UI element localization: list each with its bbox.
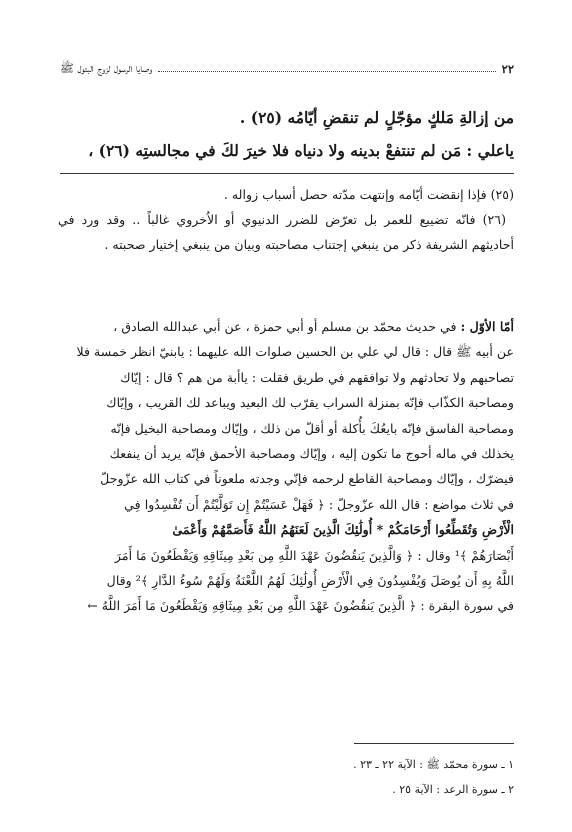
commentary-notes bbox=[58, 182, 514, 258]
page-number: ٢٢ bbox=[501, 62, 514, 76]
main-line-1: من إزالةِ مَلكٍ مؤجّلٍ لم تنقضِ أيّامُه (٢٥) . bbox=[239, 108, 514, 127]
footnotes bbox=[58, 752, 514, 802]
body-line-10: أَبْصَارَهُمْ ﴾¹ وقال : ﴿ وَالَّذِينَ يَنقُضُونَ عَهْدَ اللَّهِ مِن بَعْدِ مِيثَاقِهِ وَيَقْطَعُونَ مَا أَمَرَ bbox=[114, 547, 514, 563]
body-line-1: في حديث محمّد بن مسلم أو أبي حمزة ، عن أبي عبدالله الصادق ، bbox=[113, 319, 457, 334]
body-line-11: اللَّهُ بِهِ أَن يُوصَلَ وَيُفْسِدُونَ فِي الْأَرْضِ أُولَٰئِكَ لَهُمُ اللَّعْنَةُ وَلَهُمْ سُوءُ الدَّارِ ﴾² وقال bbox=[106, 573, 514, 589]
note-25: (٢٥) فإذا إنقضت أيّامه وإنتهت مدّته حصل أسباب زواله . bbox=[223, 187, 514, 202]
body-line-3: تصاحبهم ولا تحادثهم ولا توافقهم في طريق فقلت : ياأبة من هم ؟ قال : إيّاك bbox=[120, 369, 514, 385]
note-26: (٢٦) فانّه تضييع للعمر بل تعرّض للضرر الدنيوي أو الاُخروي غالباً .. وقد ورد في أحاديثهم الشريفة ذكر من ينبغي إجتناب مصاحبته وبيان من ينبغي إختيار صحبته . bbox=[58, 212, 514, 253]
body-line-5: ومصاحبة الفاسق فإنّه بايعُكَ بأُكلة أو أقلّ من ذلك ، وإيّاك ومصاحبة البخيل فإنّه bbox=[110, 420, 514, 436]
body-text bbox=[58, 314, 514, 619]
section-divider bbox=[60, 173, 514, 174]
page-header bbox=[60, 60, 514, 78]
body-line-8: في ثلاث مواضع : قال الله عزّوجلّ : ﴿ فَهَلْ عَسَيْتُمْ إِن تَوَلَّيْتُمْ أَن تُفْسِدُوا فِي bbox=[124, 496, 514, 512]
section-lead: أمّا الأوّل : bbox=[460, 319, 514, 334]
running-title: وصايا الرسول لزوج البتول ﷺ bbox=[60, 60, 153, 75]
body-line-12: في سورة البقرة : ﴿ الَّذِينَ يَنقُضُونَ عَهْدَ اللَّهِ مِن بَعْدِ مِيثَاقِهِ وَيَقْطَعُونَ مَا أَمَرَ اللَّهُ ← bbox=[87, 598, 514, 614]
header-dotted-leader bbox=[158, 64, 495, 72]
footnote-2: ٢ ـ سورة الرعد : الآية ٢٥ . bbox=[392, 783, 514, 796]
main-line-2: ياعلي : مَن لم تنتفعْ بدينه ولا دنياه فلا خيرَ لكَ في مجالستِه (٢٦) ، bbox=[88, 141, 514, 160]
body-line-7: فيضرّك ، وإيّاك ومصاحبة القاطع لرحمه فإنّي وجدته ملعوناً في كتاب الله عزّوجلّ bbox=[100, 471, 514, 487]
quran-line-1: الْأَرْضِ وَتُقَطِّعُوا أَرْحَامَكُمْ * أُولَٰئِكَ الَّذِينَ لَعَنَهُمُ اللَّهُ فَأَصَمَّهُمْ وَأَعْمَىٰ bbox=[172, 522, 514, 538]
body-line-6: يخذلك في ماله أحوج ما تكون إليه ، وإيّاك ومصاحبة الأحمق فإنّه يريد أن ينفعك bbox=[109, 446, 514, 462]
body-line-2: عن أبيه ﷺ قال : قال لي علي بن الحسين صلوات الله عليهما : يابنيّ انظر خمسة فلا bbox=[76, 344, 514, 360]
footnote-1: ١ ـ سورة محمّد ﷺ : الآية ٢٢ ـ ٢٣ . bbox=[353, 758, 514, 771]
main-text-block bbox=[58, 101, 514, 167]
footnote-divider bbox=[354, 743, 514, 744]
body-line-4: ومصاحبة الكذّاب فإنّه بمنزلة السراب يقرّب لك البعيد ويباعد لك القريب ، وإيّاك bbox=[106, 395, 514, 411]
